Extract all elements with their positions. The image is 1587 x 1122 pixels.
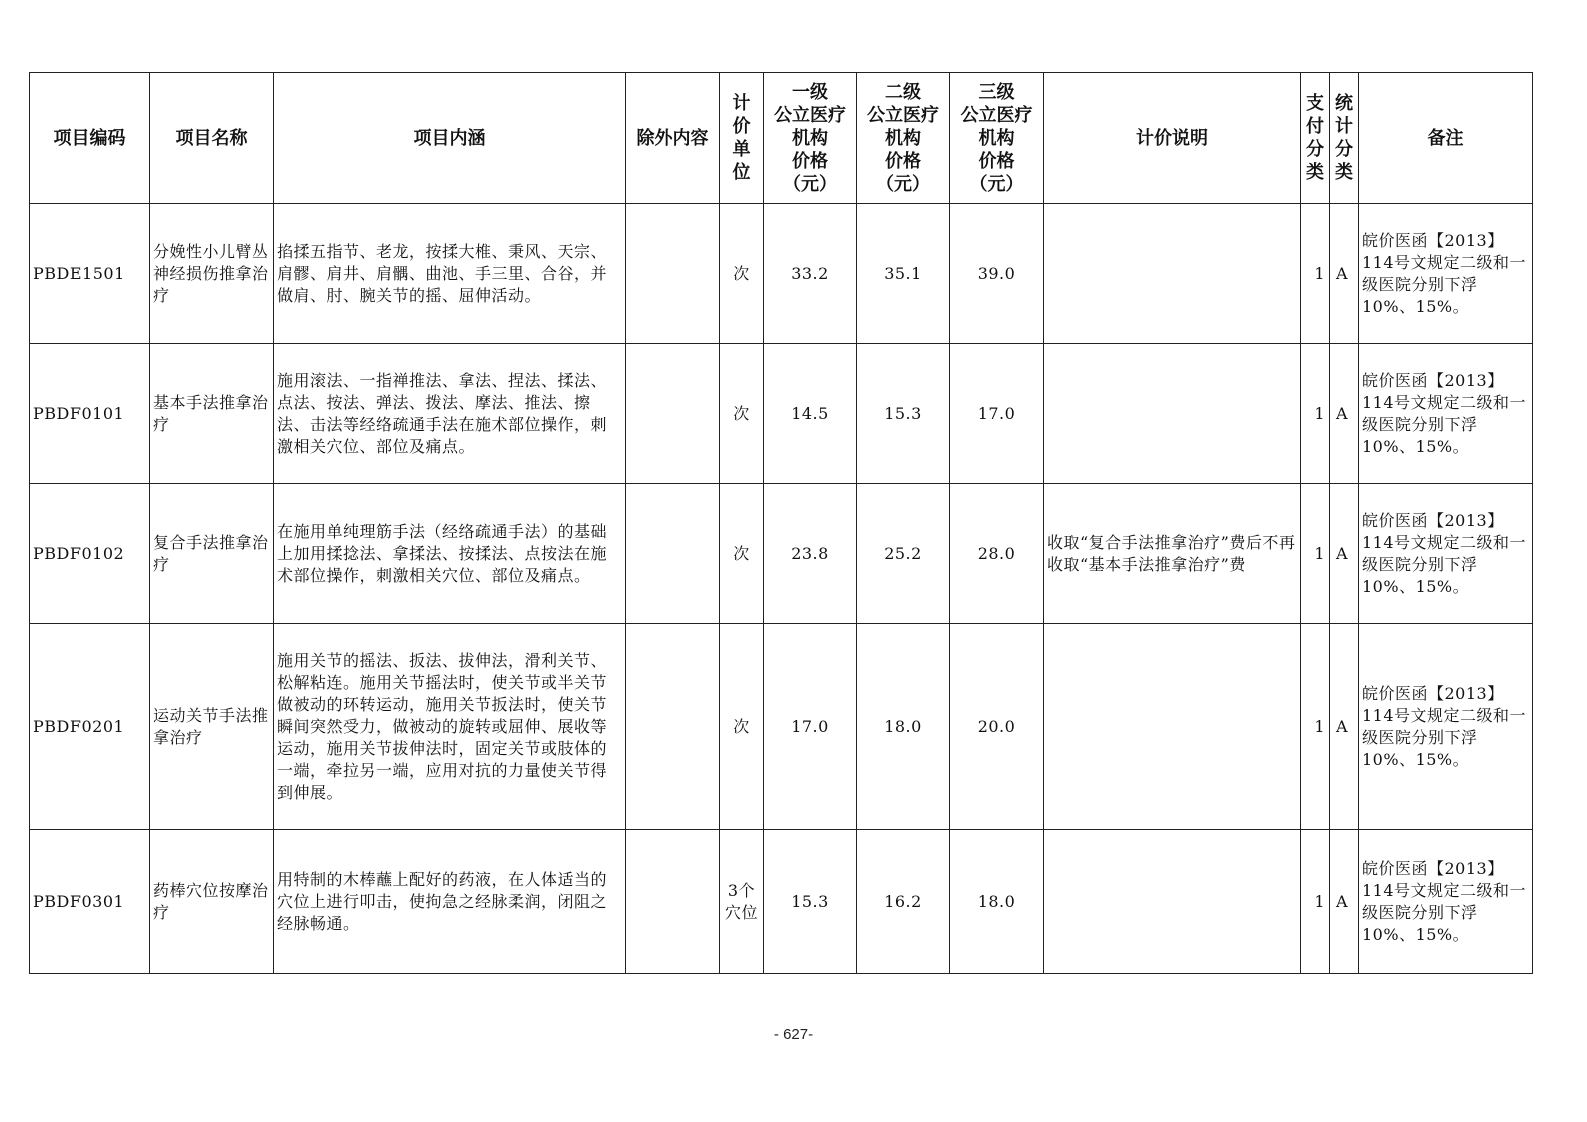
cell-pricing-note (1044, 624, 1301, 830)
cell-price3: 39.0 (950, 204, 1044, 344)
header-code: 项目编码 (30, 73, 150, 204)
table-row (30, 624, 1533, 830)
cell-payment-class: 1 (1301, 624, 1330, 830)
cell-exclusion (626, 624, 720, 830)
cell-price1: 15.3 (764, 830, 857, 974)
cell-content: 施用滚法、一指禅推法、拿法、捏法、揉法、点法、按法、弹法、拨法、摩法、推法、擦法、击法等经络疏通手法在施术部位操作，刺激相关穴位、部位及痛点。 (274, 344, 626, 484)
header-price1: 一级 公立医疗 机构 价格 （元） (764, 73, 857, 204)
header-remarks: 备注 (1359, 73, 1533, 204)
cell-unit: 次 (720, 624, 764, 830)
cell-unit: 次 (720, 344, 764, 484)
cell-code: PBDE1501 (30, 204, 150, 344)
cell-name: 分娩性小儿臂丛神经损伤推拿治疗 (150, 204, 274, 344)
cell-pricing-note (1044, 830, 1301, 974)
header-payment-class-text: 支付分类 (1305, 93, 1324, 183)
cell-price1: 17.0 (764, 624, 857, 830)
cell-name: 基本手法推拿治疗 (150, 344, 274, 484)
cell-stat-class: A (1330, 484, 1359, 624)
cell-pricing-note: 收取“复合手法推拿治疗”费后不再收取“基本手法推拿治疗”费 (1044, 484, 1301, 624)
cell-unit: 次 (720, 204, 764, 344)
cell-price2: 25.2 (857, 484, 950, 624)
header-content: 项目内涵 (274, 73, 626, 204)
cell-pricing-note (1044, 204, 1301, 344)
cell-exclusion (626, 830, 720, 974)
cell-payment-class: 1 (1301, 484, 1330, 624)
header-stat-class-text: 统计分类 (1334, 93, 1353, 183)
table-row (30, 484, 1533, 624)
cell-price2: 15.3 (857, 344, 950, 484)
header-price3: 三级 公立医疗 机构 价格 （元） (950, 73, 1044, 204)
cell-code: PBDF0201 (30, 624, 150, 830)
cell-stat-class: A (1330, 344, 1359, 484)
header-price2: 二级 公立医疗 机构 价格 （元） (857, 73, 950, 204)
cell-price3: 18.0 (950, 830, 1044, 974)
header-payment-class (1301, 73, 1330, 204)
header-exclusion: 除外内容 (626, 73, 720, 204)
cell-code: PBDF0101 (30, 344, 150, 484)
cell-code: PBDF0102 (30, 484, 150, 624)
cell-content: 在施用单纯理筋手法（经络疏通手法）的基础上加用揉捻法、拿揉法、按揉法、点按法在施术部位操作，刺激相关穴位、部位及痛点。 (274, 484, 626, 624)
header-pricing-note: 计价说明 (1044, 73, 1301, 204)
table-row (30, 344, 1533, 484)
cell-name: 复合手法推拿治疗 (150, 484, 274, 624)
cell-remarks: 皖价医函【2013】114号文规定二级和一级医院分别下浮10%、15%。 (1359, 344, 1533, 484)
header-row (30, 73, 1533, 204)
cell-unit: 3个穴位 (720, 830, 764, 974)
table-row (30, 830, 1533, 974)
cell-payment-class: 1 (1301, 344, 1330, 484)
page-number: - 627- (773, 1026, 814, 1043)
cell-price3: 17.0 (950, 344, 1044, 484)
cell-remarks: 皖价医函【2013】114号文规定二级和一级医院分别下浮10%、15%。 (1359, 830, 1533, 974)
cell-stat-class: A (1330, 624, 1359, 830)
cell-content: 施用关节的摇法、扳法、拔伸法，滑利关节、松解粘连。施用关节摇法时，使关节或半关节做被动的环转运动，施用关节扳法时，使关节瞬间突然受力，做被动的旋转或屈伸、展收等运动，施用关节拔伸法时，固定关节或肢体的一端，牵拉另一端，应用对抗的力量使关节得到伸展。 (274, 624, 626, 830)
price-table (29, 72, 1533, 974)
cell-remarks: 皖价医函【2013】114号文规定二级和一级医院分别下浮10%、15%。 (1359, 204, 1533, 344)
cell-name: 运动关节手法推拿治疗 (150, 624, 274, 830)
cell-exclusion (626, 484, 720, 624)
cell-pricing-note (1044, 344, 1301, 484)
cell-price1: 23.8 (764, 484, 857, 624)
cell-price2: 18.0 (857, 624, 950, 830)
cell-stat-class: A (1330, 830, 1359, 974)
cell-exclusion (626, 204, 720, 344)
cell-price1: 33.2 (764, 204, 857, 344)
cell-content: 用特制的木棒蘸上配好的药液，在人体适当的穴位上进行叩击，使拘急之经脉柔润，闭阻之经脉畅通。 (274, 830, 626, 974)
cell-remarks: 皖价医函【2013】114号文规定二级和一级医院分别下浮10%、15%。 (1359, 484, 1533, 624)
cell-price2: 35.1 (857, 204, 950, 344)
cell-content: 掐揉五指节、老龙，按揉大椎、秉风、天宗、肩髎、肩井、肩髃、曲池、手三里、合谷，并做肩、肘、腕关节的摇、屈伸活动。 (274, 204, 626, 344)
cell-price3: 20.0 (950, 624, 1044, 830)
cell-payment-class: 1 (1301, 204, 1330, 344)
header-unit (720, 73, 764, 204)
cell-unit: 次 (720, 484, 764, 624)
cell-name: 药棒穴位按摩治疗 (150, 830, 274, 974)
cell-stat-class: A (1330, 204, 1359, 344)
cell-price2: 16.2 (857, 830, 950, 974)
header-stat-class (1330, 73, 1359, 204)
cell-price3: 28.0 (950, 484, 1044, 624)
cell-payment-class: 1 (1301, 830, 1330, 974)
header-name: 项目名称 (150, 73, 274, 204)
cell-code: PBDF0301 (30, 830, 150, 974)
table-row (30, 204, 1533, 344)
cell-remarks: 皖价医函【2013】114号文规定二级和一级医院分别下浮10%、15%。 (1359, 624, 1533, 830)
header-unit-text: 计价单位 (732, 93, 751, 183)
cell-exclusion (626, 344, 720, 484)
cell-price1: 14.5 (764, 344, 857, 484)
